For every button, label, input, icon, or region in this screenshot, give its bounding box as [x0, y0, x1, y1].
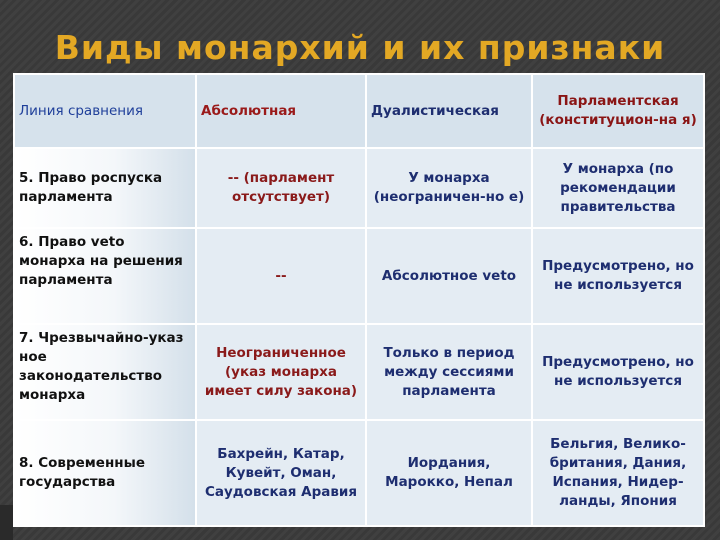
row-label: 7. Чрезвычайно-указ ное законодательство монарха	[14, 324, 196, 420]
cell-dualistic: Абсолютное veto	[366, 228, 532, 324]
row-label: 5. Право роспуска парламента	[14, 148, 196, 228]
page-title: Виды монархий и их признаки	[54, 28, 666, 67]
cell-parliamentary: Бельгия, Велико-британия, Дания, Испания, Нидер-ланды, Япония	[532, 420, 704, 526]
table-row	[14, 420, 704, 526]
header-comparison-line: Линия сравнения	[14, 74, 196, 148]
cell-absolute: Бахрейн, Катар, Кувейт, Оман, Саудовская Аравия	[196, 420, 366, 526]
header-dualistic: Дуалистическая	[366, 74, 532, 148]
corner-decoration	[0, 505, 13, 540]
row-label: 8. Современные государства	[14, 420, 196, 526]
cell-absolute: --	[196, 228, 366, 324]
header-parliamentary: Парламентская (конституцион-на я)	[532, 74, 704, 148]
cell-absolute: Неограниченное (указ монарха имеет силу закона)	[196, 324, 366, 420]
cell-parliamentary: Предусмотрено, но не используется	[532, 228, 704, 324]
table-row	[14, 228, 704, 324]
cell-dualistic: Иордания, Марокко, Непал	[366, 420, 532, 526]
comparison-table	[13, 73, 705, 527]
table-row	[14, 324, 704, 420]
row-label: 6. Право veto монарха на решения парламента	[14, 228, 196, 324]
cell-dualistic: Только в период между сессиями парламента	[366, 324, 532, 420]
cell-dualistic: У монарха (неограничен-но е)	[366, 148, 532, 228]
cell-absolute: -- (парламент отсутствует)	[196, 148, 366, 228]
cell-parliamentary: Предусмотрено, но не используется	[532, 324, 704, 420]
header-absolute: Абсолютная	[196, 74, 366, 148]
table-row	[14, 148, 704, 228]
cell-parliamentary: У монарха (по рекомендации правительства	[532, 148, 704, 228]
table-header-row	[14, 74, 704, 148]
